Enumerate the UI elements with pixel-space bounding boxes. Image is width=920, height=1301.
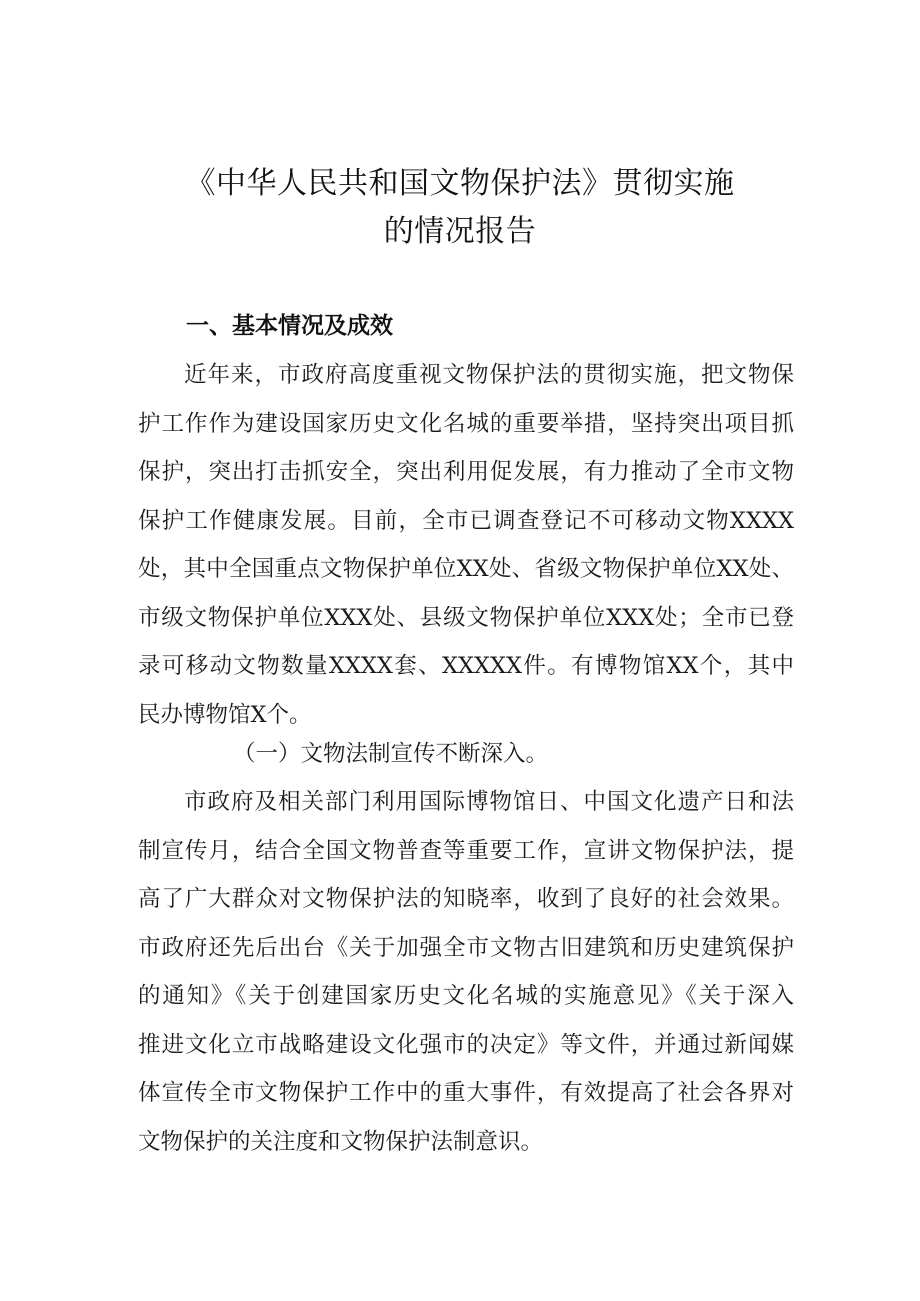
paragraph-line: 处，其中全国重点文物保护单位XX处、省级文物保护单位XX处、	[138, 556, 794, 582]
paragraph-line: 近年来，市政府高度重视文物保护法的贯彻实施，把文物保	[184, 362, 794, 388]
paragraph-line: 保护，突出打击抓安全，突出利用促发展，有力推动了全市文物	[138, 459, 794, 485]
paragraph-line: 民办博物馆X个。	[138, 701, 312, 728]
document-title-line-1: 《中华人民共和国文物保护法》贯彻实施	[185, 166, 735, 201]
subsection-heading: （一）文物法制宣传不断深入。	[233, 741, 549, 767]
document-title-line-2: 的情况报告	[383, 214, 537, 249]
paragraph-line: 市政府还先后出台《关于加强全市文物古旧建筑和历史建筑保护	[138, 934, 794, 961]
paragraph-line: 文物保护的关注度和文物保护法制意识。	[138, 1128, 544, 1155]
paragraph-1	[138, 351, 794, 739]
paragraph-2	[138, 778, 794, 1166]
paragraph-line: 护工作作为建设国家历史文化名城的重要举措，坚持突出项目抓	[138, 410, 794, 437]
paragraph-line: 推进文化立市战略建设文化强市的决定》等文件，并通过新闻媒	[138, 1031, 794, 1058]
paragraph-line: 录可移动文物数量XXXX套、XXXXX件。有博物馆XX个，其中	[138, 653, 794, 679]
paragraph-line: 高了广大群众对文物保护法的知晓率，收到了良好的社会效果。	[138, 886, 794, 912]
paragraph-line: 制宣传月，结合全国文物普查等重要工作，宣讲文物保护法，提	[138, 837, 794, 864]
paragraph-line: 保护工作健康发展。目前，全市已调查登记不可移动文物XXXX	[138, 507, 794, 534]
paragraph-line: 的通知》《关于创建国家历史文化名城的实施意见》《关于深入	[138, 983, 794, 1009]
paragraph-line: 市政府及相关部门利用国际博物馆日、中国文化遗产日和法	[184, 789, 794, 815]
paragraph-line: 体宣传全市文物保护工作中的重大事件，有效提高了社会各界对	[138, 1080, 794, 1106]
paragraph-line: 市级文物保护单位XXX处、县级文物保护单位XXX处；全市已登	[138, 604, 794, 631]
section-heading: 一、基本情况及成效	[186, 313, 393, 339]
